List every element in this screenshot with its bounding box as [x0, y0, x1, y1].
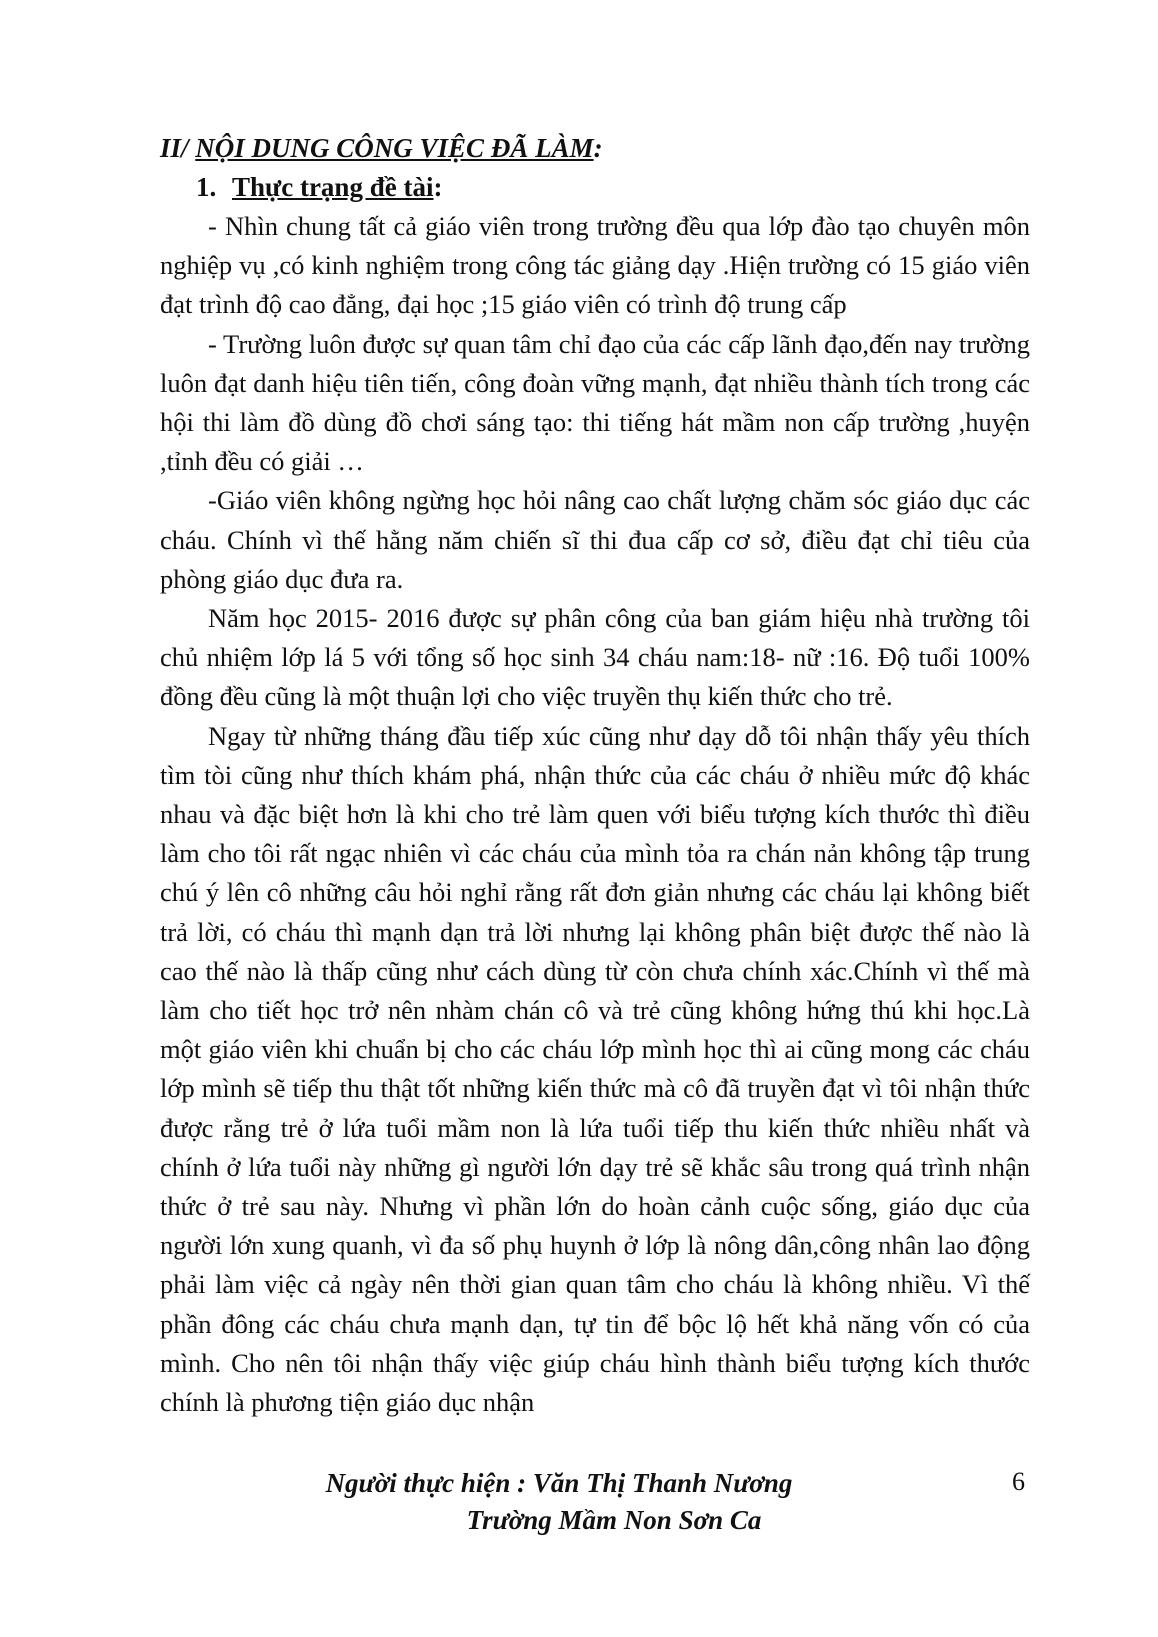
footer-school: Trường Mầm Non Sơn Ca	[466, 1505, 762, 1535]
page-footer	[0, 1465, 1158, 1539]
subheading	[196, 168, 1030, 207]
page-content	[160, 128, 1030, 1422]
section-heading-prefix: II/	[160, 133, 196, 163]
section-heading-title: NỘI DUNG CÔNG VIỆC ĐÃ LÀM	[195, 133, 594, 163]
subheading-number: 1.	[196, 172, 217, 202]
subheading-suffix: :	[433, 172, 443, 202]
paragraph-teacher-development: -Giáo viên không ngừng học hỏi nâng cao chất lượng chăm sóc giáo dục các cháu. Chính vì thế hằng năm chiến sĩ thi đua cấp cơ sở, điều đạt chỉ tiêu của phòng giáo dục đưa ra.	[160, 485, 1030, 594]
paragraph-observations: Ngay từ những tháng đầu tiếp xúc cũng như dạy dỗ tôi nhận thấy yêu thích tìm tòi cũng như thích khám phá, nhận thức của các cháu ở nhiều mức độ khác nhau và đặc biệt hơn là khi cho trẻ làm quen với biểu tượng kích thước thì điều làm cho tôi rất ngạc nhiên vì các cháu của mình tỏa ra chán nản không tập trung chú ý lên cô những câu hỏi nghỉ rằng rất đơn giản nhưng các cháu lại không biết trả lời, có cháu thì mạnh dạn trả lời nhưng lại không phân biệt được thế nào là cao thế nào là thấp cũng như cách dùng từ còn chưa chính xác.Chính vì thế mà làm cho tiết học trở nên nhàm chán cô và trẻ cũng không hứng thú khi học.Là một giáo viên khi chuẩn bị cho các cháu lớp mình học thì ai cũng mong các cháu lớp mình sẽ tiếp thu thật tốt những kiến thức mà cô đã truyền đạt vì tôi nhận thức được rằng trẻ ở lứa tuổi mầm non là lứa tuổi tiếp thu kiến thức nhiều nhất và chính ở lứa tuổi này những gì người lớn dạy trẻ sẽ khắc sâu trong quá trình nhận thức ở trẻ sau này. Nhưng vì phần lớn do hoàn cảnh cuộc sống, giáo dục của người lớn xung quanh, vì đa số phụ huynh ở lớp là nông dân,công nhân lao động phải làm việc cả ngày nên thời gian quan tâm cho cháu là không nhiều. Vì thế phần đông các cháu chưa mạnh dạn, tự tin để bộc lộ hết khả năng vốn có của mình. Cho nên tôi nhận thấy việc giúp cháu hình thành biểu tượng kích thước chính là phương tiện giáo dục nhận	[160, 720, 1030, 1418]
section-heading	[160, 128, 1030, 168]
footer-author: Người thực hiện : Văn Thị Thanh Nương	[325, 1468, 793, 1498]
paragraph-school-achievements: - Trường luôn được sự quan tâm chỉ đạo của các cấp lãnh đạo,đến nay trường luôn đạt danh hiệu tiên tiến, công đoàn vững mạnh, đạt nhiều thành tích trong các hội thi làm đồ dùng đồ chơi sáng tạo: thi tiếng hát mầm non cấp trường ,huyện ,tỉnh đều có giải …	[160, 328, 1030, 477]
paragraph-class-assignment: Năm học 2015- 2016 được sự phân công của ban giám hiệu nhà trường tôi chủ nhiệm lớp lá 5 với tổng số học sinh 34 cháu nam:18- nữ :16. Độ tuổi 100% đồng đều cũng là một thuận lợi cho việc truyền thụ kiến thức cho trẻ.	[160, 603, 1030, 712]
section-heading-suffix: :	[593, 133, 603, 163]
paragraph-teacher-qualifications: - Nhìn chung tất cả giáo viên trong trường đều qua lớp đào tạo chuyên môn nghiệp vụ ,có kinh nghiệm trong công tác giảng dạy .Hiện trường có 15 giáo viên đạt trình độ cao đẳng, đại học ;15 giáo viên có trình độ trung cấp	[160, 211, 1030, 320]
subheading-title: Thực trạng đề tài	[232, 172, 434, 202]
page-number: 6	[1012, 1467, 1025, 1496]
